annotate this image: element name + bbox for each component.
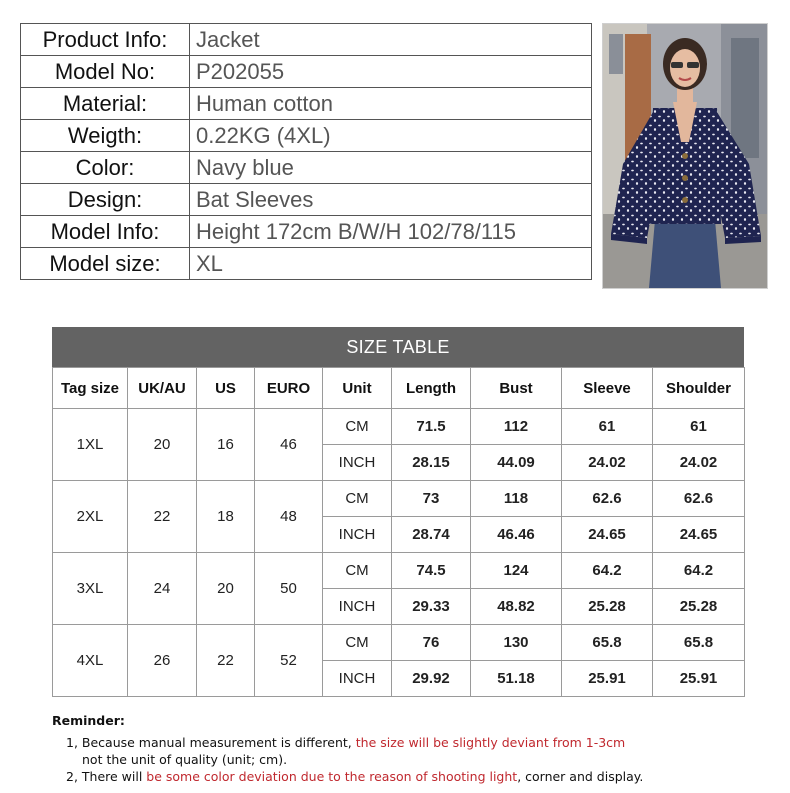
bust-cell: 51.18 <box>471 661 562 697</box>
info-row <box>21 24 592 56</box>
header-tag-size: Tag size <box>53 368 128 409</box>
table-row <box>53 625 745 661</box>
euro-cell: 52 <box>255 625 323 697</box>
table-row <box>53 481 745 517</box>
length-cell: 28.74 <box>392 517 471 553</box>
unit-cell: CM <box>323 481 392 517</box>
length-cell: 28.15 <box>392 445 471 481</box>
sleeve-cell: 24.65 <box>562 517 653 553</box>
header-bust: Bust <box>471 368 562 409</box>
header-shoulder: Shoulder <box>653 368 745 409</box>
product-info-table <box>20 23 592 280</box>
reminder-line-1-cont: not the unit of quality (unit; cm). <box>82 752 288 767</box>
info-label: Design: <box>21 184 190 216</box>
unit-cell: INCH <box>323 661 392 697</box>
info-value: XL <box>190 248 592 280</box>
bust-cell: 118 <box>471 481 562 517</box>
info-value: Navy blue <box>190 152 592 184</box>
model-photo <box>602 23 768 289</box>
size-table <box>52 367 745 697</box>
reminder-title: Reminder: <box>52 713 125 728</box>
info-row <box>21 56 592 88</box>
info-value: Human cotton <box>190 88 592 120</box>
info-label: Color: <box>21 152 190 184</box>
info-row <box>21 120 592 152</box>
table-row <box>53 409 745 445</box>
header-sleeve: Sleeve <box>562 368 653 409</box>
shoulder-cell: 64.2 <box>653 553 745 589</box>
length-cell: 76 <box>392 625 471 661</box>
size-header-row <box>53 368 745 409</box>
info-label: Product Info: <box>21 24 190 56</box>
us-cell: 16 <box>197 409 255 481</box>
shoulder-cell: 65.8 <box>653 625 745 661</box>
bust-cell: 48.82 <box>471 589 562 625</box>
us-cell: 18 <box>197 481 255 553</box>
unit-cell: INCH <box>323 445 392 481</box>
shoulder-cell: 25.28 <box>653 589 745 625</box>
size-table-container <box>52 327 744 697</box>
reminder-line-2 <box>52 768 752 785</box>
uk-au-cell: 24 <box>128 553 197 625</box>
table-row <box>53 553 745 589</box>
sleeve-cell: 62.6 <box>562 481 653 517</box>
reminder-text: , corner and display. <box>517 769 644 784</box>
unit-cell: CM <box>323 625 392 661</box>
reminder-text: 1, Because manual measurement is different, <box>66 735 356 750</box>
info-label: Weigth: <box>21 120 190 152</box>
tag-size-cell: 4XL <box>53 625 128 697</box>
length-cell: 74.5 <box>392 553 471 589</box>
reminder-highlight: be some color deviation due to the reason of shooting light <box>146 769 518 784</box>
reminder-line-1 <box>52 734 752 751</box>
bust-cell: 112 <box>471 409 562 445</box>
euro-cell: 46 <box>255 409 323 481</box>
uk-au-cell: 22 <box>128 481 197 553</box>
euro-cell: 50 <box>255 553 323 625</box>
shoulder-cell: 61 <box>653 409 745 445</box>
sleeve-cell: 24.02 <box>562 445 653 481</box>
unit-cell: INCH <box>323 589 392 625</box>
us-cell: 20 <box>197 553 255 625</box>
reminder-section <box>52 712 752 785</box>
reminder-text: 2, There will <box>66 769 147 784</box>
info-row <box>21 248 592 280</box>
unit-cell: CM <box>323 553 392 589</box>
info-value: 0.22KG (4XL) <box>190 120 592 152</box>
unit-cell: INCH <box>323 517 392 553</box>
header-us: US <box>197 368 255 409</box>
info-label: Model Info: <box>21 216 190 248</box>
header-euro: EURO <box>255 368 323 409</box>
info-label: Model size: <box>21 248 190 280</box>
tag-size-cell: 1XL <box>53 409 128 481</box>
length-cell: 29.92 <box>392 661 471 697</box>
sleeve-cell: 25.28 <box>562 589 653 625</box>
size-table-title: SIZE TABLE <box>52 327 744 367</box>
length-cell: 71.5 <box>392 409 471 445</box>
sleeve-cell: 61 <box>562 409 653 445</box>
uk-au-cell: 26 <box>128 625 197 697</box>
info-label: Material: <box>21 88 190 120</box>
info-value: P202055 <box>190 56 592 88</box>
info-value: Jacket <box>190 24 592 56</box>
sleeve-cell: 64.2 <box>562 553 653 589</box>
us-cell: 22 <box>197 625 255 697</box>
tag-size-cell: 3XL <box>53 553 128 625</box>
header-length: Length <box>392 368 471 409</box>
header-uk-au: UK/AU <box>128 368 197 409</box>
bust-cell: 130 <box>471 625 562 661</box>
info-row <box>21 216 592 248</box>
length-cell: 29.33 <box>392 589 471 625</box>
info-row <box>21 184 592 216</box>
bust-cell: 124 <box>471 553 562 589</box>
length-cell: 73 <box>392 481 471 517</box>
bust-cell: 44.09 <box>471 445 562 481</box>
shoulder-cell: 25.91 <box>653 661 745 697</box>
shoulder-cell: 62.6 <box>653 481 745 517</box>
model-photo-illustration <box>603 24 767 288</box>
header-unit: Unit <box>323 368 392 409</box>
shoulder-cell: 24.65 <box>653 517 745 553</box>
euro-cell: 48 <box>255 481 323 553</box>
bust-cell: 46.46 <box>471 517 562 553</box>
info-value: Height 172cm B/W/H 102/78/115 <box>190 216 592 248</box>
sleeve-cell: 65.8 <box>562 625 653 661</box>
info-row <box>21 152 592 184</box>
shoulder-cell: 24.02 <box>653 445 745 481</box>
info-label: Model No: <box>21 56 190 88</box>
info-value: Bat Sleeves <box>190 184 592 216</box>
unit-cell: CM <box>323 409 392 445</box>
info-row <box>21 88 592 120</box>
sleeve-cell: 25.91 <box>562 661 653 697</box>
uk-au-cell: 20 <box>128 409 197 481</box>
reminder-highlight: the size will be slightly deviant from 1-3cm <box>355 735 626 750</box>
tag-size-cell: 2XL <box>53 481 128 553</box>
